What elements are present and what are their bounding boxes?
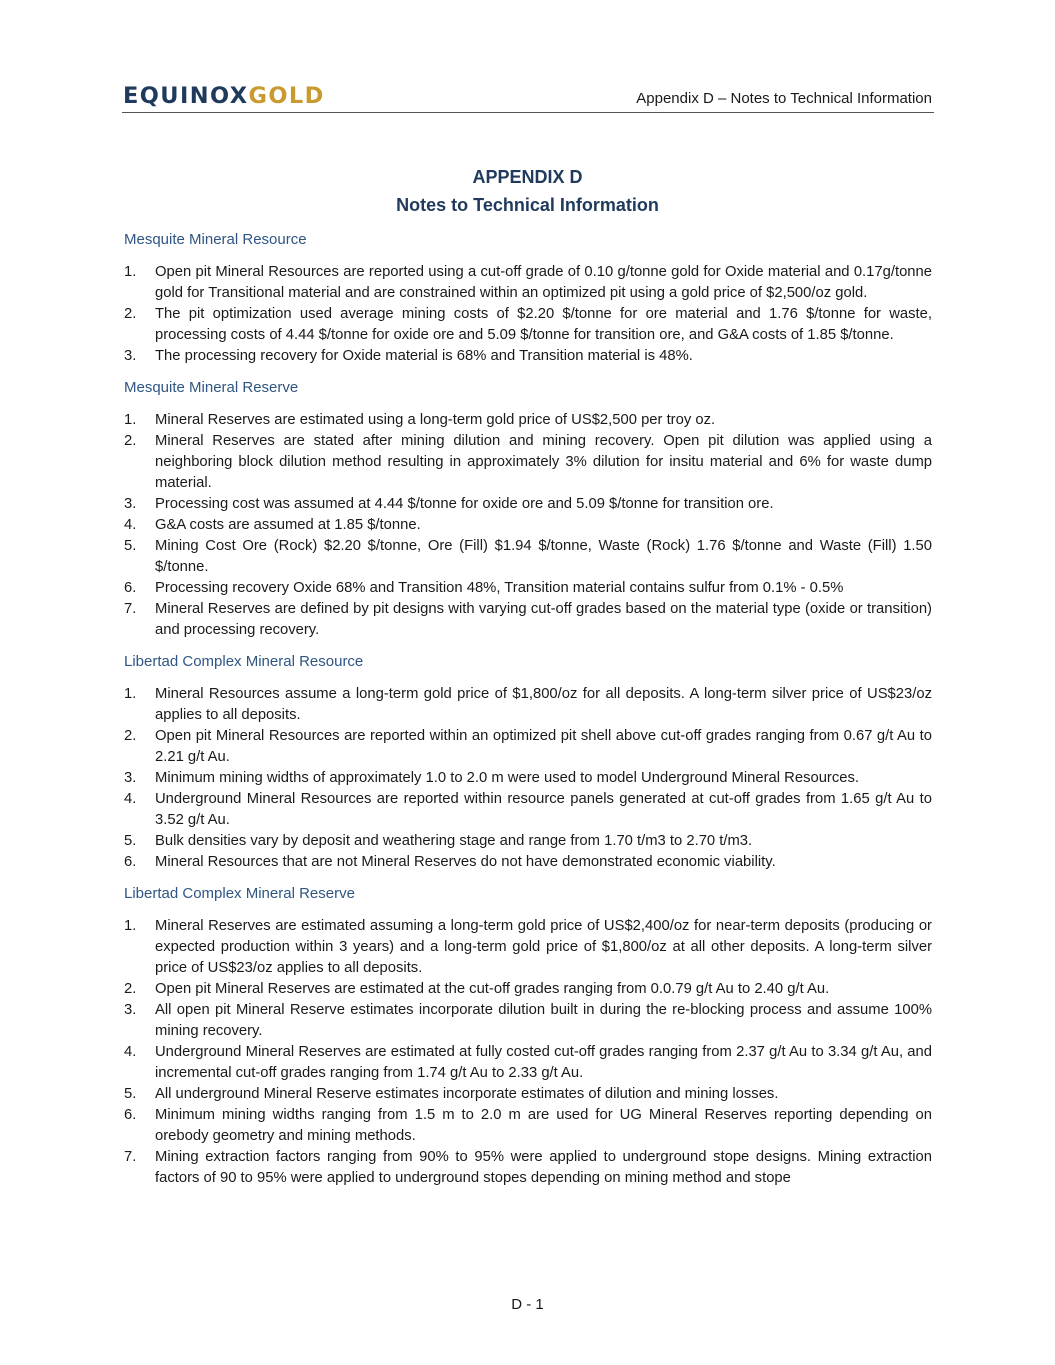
item-text: Mining extraction factors ranging from 90% to 95% were applied to underground stope designs. Mining extraction factors of 90 to 95% were applied to underground stopes depending on mining method and stope — [155, 1149, 932, 1186]
item-number: 7. — [124, 601, 137, 617]
item-text: Open pit Mineral Resources are reported within an optimized pit shell above cut-off grades ranging from 0.67 g/t Au to 2.21 g/t Au. — [155, 728, 932, 765]
list-item — [124, 726, 932, 768]
item-text: Mineral Resources that are not Mineral Reserves do not have demonstrated economic viability. — [155, 854, 776, 870]
notes-list — [124, 684, 932, 873]
item-number: 2. — [124, 433, 137, 449]
page-number: D - 1 — [511, 1296, 544, 1313]
item-text: All open pit Mineral Reserve estimates incorporate dilution built in during the re-blocking process and assume 100% mining recovery. — [155, 1002, 932, 1039]
item-number: 3. — [124, 348, 137, 364]
list-item — [124, 768, 932, 789]
item-text: Bulk densities vary by deposit and weathering stage and range from 1.70 t/m3 to 2.70 t/m3. — [155, 833, 753, 849]
item-number: 1. — [124, 264, 137, 280]
notes-list — [124, 916, 932, 1189]
section-heading: Mesquite Mineral Resource — [124, 231, 307, 248]
item-text: Mineral Reserves are stated after mining dilution and mining recovery. Open pit dilution was applied using a neighboring block dilution method resulting in approximately 3% dilution for insitu material and 6% for waste dump material. — [155, 433, 932, 491]
item-text: Mineral Resources assume a long-term gold price of $1,800/oz for all deposits. A long-term silver price of US$23/oz applies to all deposits. — [155, 686, 932, 723]
item-number: 6. — [124, 580, 137, 596]
item-text: Open pit Mineral Reserves are estimated at the cut-off grades ranging from 0.0.79 g/t Au to 2.40 g/t Au. — [155, 981, 830, 997]
section-heading: Mesquite Mineral Reserve — [124, 379, 299, 396]
item-number: 3. — [124, 770, 137, 786]
page-header — [122, 84, 934, 113]
item-number: 2. — [124, 306, 137, 322]
list-item — [124, 1042, 932, 1084]
section-heading: Libertad Complex Mineral Reserve — [124, 885, 355, 902]
list-item — [124, 494, 932, 515]
list-item — [124, 515, 932, 536]
list-item — [124, 431, 932, 494]
list-item — [124, 979, 932, 1000]
document-body — [124, 229, 932, 1199]
item-text: Underground Mineral Reserves are estimated at fully costed cut-off grades ranging from 2.37 g/t Au to 3.34 g/t Au, and incremental cut-off grades ranging from 1.74 g/t Au to 2.33 g/t Au. — [155, 1044, 932, 1081]
item-number: 4. — [124, 791, 137, 807]
list-item — [124, 916, 932, 979]
item-number: 6. — [124, 854, 137, 870]
item-number: 6. — [124, 1107, 137, 1123]
item-text: G&A costs are assumed at 1.85 $/tonne. — [155, 517, 421, 533]
item-number: 2. — [124, 728, 137, 744]
list-item — [124, 684, 932, 726]
item-text: The processing recovery for Oxide material is 68% and Transition material is 48%. — [155, 348, 693, 364]
list-item — [124, 831, 932, 852]
item-text: Underground Mineral Resources are reported within resource panels generated at cut-off grades from 1.65 g/t Au to 3.52 g/t Au. — [155, 791, 932, 828]
section-libertad-resource — [124, 651, 932, 873]
list-item — [124, 410, 932, 431]
notes-list — [124, 262, 932, 367]
item-number: 5. — [124, 833, 137, 849]
section-libertad-reserve — [124, 883, 932, 1189]
header-title: Appendix D – Notes to Technical Information — [636, 90, 932, 107]
item-text: Processing recovery Oxide 68% and Transition 48%, Transition material contains sulfur from 0.1% - 0.5% — [155, 580, 844, 596]
item-text: Processing cost was assumed at 4.44 $/tonne for oxide ore and 5.09 $/tonne for transition ore. — [155, 496, 774, 512]
item-number: 5. — [124, 1086, 137, 1102]
item-text: The pit optimization used average mining costs of $2.20 $/tonne for ore material and 1.76 $/tonne for waste, processing costs of 4.44 $/tonne for oxide ore and 5.09 $/tonne for transition ore, and G&A costs of 1.85 $/tonne. — [155, 306, 932, 343]
item-text: All underground Mineral Reserve estimates incorporate estimates of dilution and mining losses. — [155, 1086, 779, 1102]
logo-text-gold: GOLD — [248, 83, 325, 109]
section-mesquite-reserve — [124, 377, 932, 641]
page-subtitle: Notes to Technical Information — [396, 195, 659, 215]
section-heading: Libertad Complex Mineral Resource — [124, 653, 364, 670]
item-text: Mining Cost Ore (Rock) $2.20 $/tonne, Ore (Fill) $1.94 $/tonne, Waste (Rock) 1.76 $/tonne and Waste (Fill) 1.50 $/tonne. — [155, 538, 932, 575]
item-text: Mineral Reserves are defined by pit designs with varying cut-off grades based on the material type (oxide or transition) and processing recovery. — [155, 601, 932, 638]
page-title: APPENDIX D — [472, 167, 583, 187]
notes-list — [124, 410, 932, 641]
list-item — [124, 1105, 932, 1147]
item-number: 3. — [124, 496, 137, 512]
item-number: 1. — [124, 918, 137, 934]
item-number: 2. — [124, 981, 137, 997]
list-item — [124, 1084, 932, 1105]
list-item — [124, 789, 932, 831]
item-number: 1. — [124, 412, 137, 428]
list-item — [124, 1147, 932, 1189]
list-item — [124, 536, 932, 578]
item-text: Mineral Reserves are estimated using a long-term gold price of US$2,500 per troy oz. — [155, 412, 716, 428]
item-text: Minimum mining widths ranging from 1.5 m to 2.0 m are used for UG Mineral Reserves reporting depending on orebody geometry and mining methods. — [155, 1107, 932, 1144]
logo-text-equinox: EQUINOX — [123, 83, 249, 109]
item-number: 7. — [124, 1149, 137, 1165]
item-number: 5. — [124, 538, 137, 554]
list-item — [124, 1000, 932, 1042]
item-text: Open pit Mineral Resources are reported using a cut-off grade of 0.10 g/tonne gold for Oxide material and 0.17g/tonne gold for Transitional material and are constrained within an optimized pit using a gold price of $2,500/oz gold. — [155, 264, 932, 301]
list-item — [124, 599, 932, 641]
list-item — [124, 304, 932, 346]
item-text: Minimum mining widths of approximately 1.0 to 2.0 m were used to model Underground Mineral Resources. — [155, 770, 859, 786]
item-number: 1. — [124, 686, 137, 702]
section-mesquite-resource — [124, 229, 932, 367]
list-item — [124, 852, 932, 873]
equinox-gold-logo — [123, 85, 325, 107]
item-number: 3. — [124, 1002, 137, 1018]
item-number: 4. — [124, 517, 137, 533]
item-text: Mineral Reserves are estimated assuming a long-term gold price of US$2,400/oz for near-term deposits (producing or expected production within 3 years) and a long-term gold price of $1,800/oz at all other deposits. A long-term silver price of US$23/oz applies to all deposits. — [155, 918, 932, 976]
list-item — [124, 346, 932, 367]
list-item — [124, 578, 932, 599]
list-item — [124, 262, 932, 304]
item-number: 4. — [124, 1044, 137, 1060]
